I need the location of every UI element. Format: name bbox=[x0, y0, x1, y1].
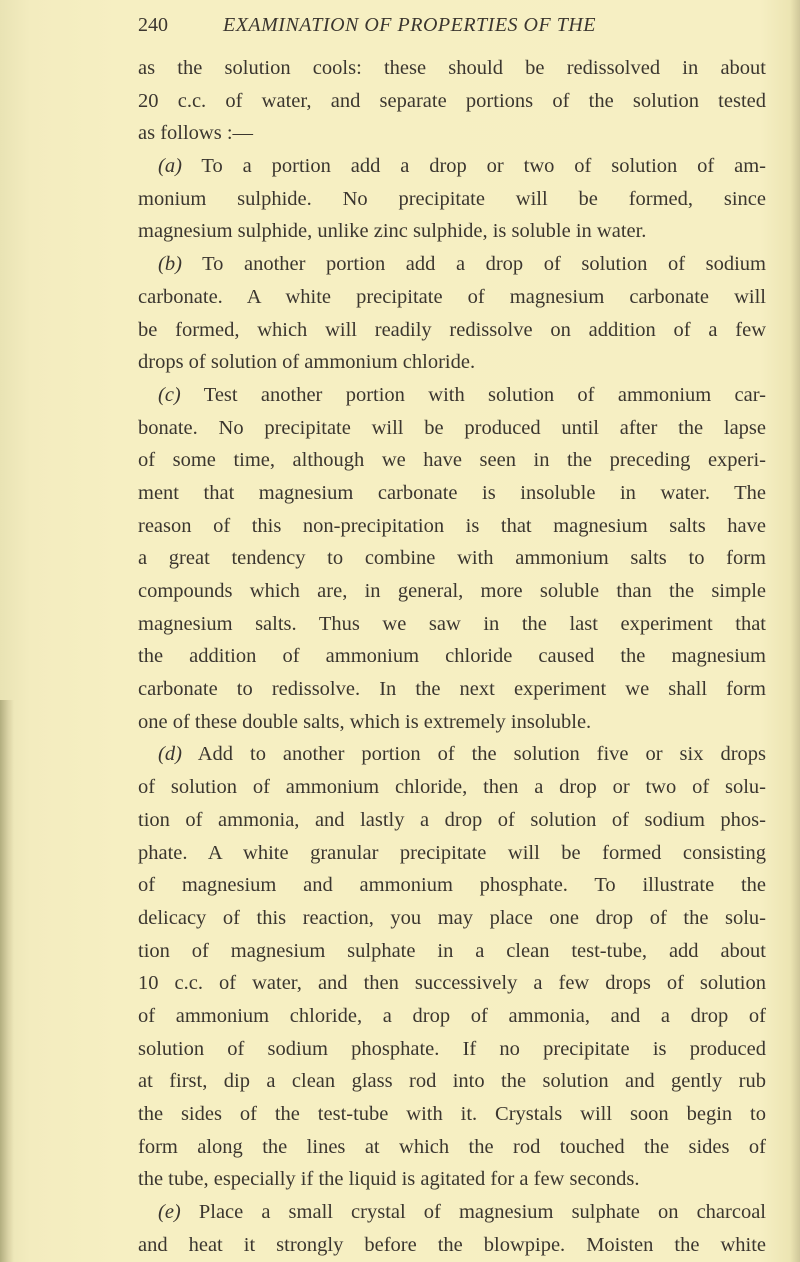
line-text: Add to another portion of the solution five or six drops bbox=[181, 743, 766, 766]
page-number: 240 bbox=[138, 14, 168, 36]
running-title: EXAMINATION OF PROPERTIES OF THE bbox=[223, 14, 596, 36]
item-label: (b) bbox=[158, 253, 182, 276]
line-text: Place a small crystal of magnesium sulphate on charcoal bbox=[180, 1201, 766, 1224]
text-line bbox=[138, 608, 766, 641]
text-line bbox=[138, 738, 766, 771]
line-text: of magnesium and ammonium phosphate. To illustrate the bbox=[138, 874, 766, 897]
text-line bbox=[138, 510, 766, 543]
line-text: of solution of ammonium chloride, then a drop or two of solu- bbox=[138, 776, 766, 799]
line-text: Test another portion with solution of ammonium car- bbox=[180, 383, 766, 406]
line-text: 10 c.c. of water, and then successively a few drops of solution bbox=[138, 972, 766, 995]
line-text: as the solution cools: these should be redissolved in about bbox=[138, 57, 766, 79]
text-line bbox=[138, 575, 766, 608]
text-line bbox=[138, 183, 766, 216]
text-line bbox=[138, 1131, 766, 1164]
line-text: as follows :— bbox=[138, 122, 254, 145]
text-line bbox=[138, 314, 766, 347]
text-line bbox=[138, 1229, 766, 1262]
line-text: To a portion add a drop or two of solution of am- bbox=[181, 155, 766, 178]
text-line bbox=[138, 1098, 766, 1131]
text-line bbox=[138, 804, 766, 837]
item-label: (c) bbox=[158, 383, 181, 406]
line-text: the tube, especially if the liquid is agitated for a few seconds. bbox=[138, 1168, 640, 1191]
text-line bbox=[138, 346, 766, 379]
text-line bbox=[138, 837, 766, 870]
text-line bbox=[138, 150, 766, 183]
text-line bbox=[138, 771, 766, 804]
line-text: To another portion add a drop of solution of sodium bbox=[181, 253, 766, 276]
text-line bbox=[138, 542, 766, 575]
line-text: form along the lines at which the rod touched the sides of bbox=[138, 1135, 766, 1158]
line-text: delicacy of this reaction, you may place one drop of the solu- bbox=[138, 906, 766, 929]
text-line bbox=[138, 869, 766, 902]
line-text: one of these double salts, which is extremely insoluble. bbox=[138, 710, 592, 733]
text-line bbox=[138, 1196, 766, 1229]
text-line bbox=[138, 117, 766, 150]
text-line bbox=[138, 412, 766, 445]
line-text: magnesium salts. Thus we saw in the last experiment that bbox=[138, 612, 766, 635]
text-line bbox=[138, 935, 766, 968]
line-text: tion of ammonia, and lastly a drop of solution of sodium phos- bbox=[138, 808, 766, 831]
line-text: the addition of ammonium chloride caused the magnesium bbox=[138, 645, 766, 668]
line-text: compounds which are, in general, more soluble than the simple bbox=[138, 580, 766, 602]
item-label: (a) bbox=[158, 155, 182, 178]
running-header bbox=[138, 14, 698, 37]
page-binding-shadow bbox=[0, 700, 14, 1262]
text-line bbox=[138, 248, 766, 281]
line-text: and heat it strongly before the blowpipe. Moisten the white bbox=[138, 1233, 766, 1256]
line-text: the sides of the test-tube with it. Crystals will soon begin to bbox=[138, 1103, 766, 1125]
line-text: at first, dip a clean glass rod into the solution and gently rub bbox=[138, 1070, 766, 1093]
text-line bbox=[138, 379, 766, 412]
line-text: bonate. No precipitate will be produced until after the lapse bbox=[138, 416, 766, 439]
line-text: carbonate. A white precipitate of magnesium carbonate will bbox=[138, 285, 766, 308]
line-text: be formed, which will readily redissolve on addition of a few bbox=[138, 318, 766, 341]
text-line bbox=[138, 1065, 766, 1098]
line-text: monium sulphide. No precipitate will be formed, since bbox=[138, 187, 766, 210]
line-text: magnesium sulphide, unlike zinc sulphide, is soluble in water. bbox=[138, 220, 647, 243]
text-line bbox=[138, 477, 766, 510]
text-line bbox=[138, 1163, 766, 1196]
text-line bbox=[138, 967, 766, 1000]
text-line bbox=[138, 52, 766, 85]
item-label: (e) bbox=[158, 1201, 181, 1224]
text-line bbox=[138, 706, 766, 739]
text-line bbox=[138, 640, 766, 673]
line-text: of some time, although we have seen in the preceding experi- bbox=[138, 449, 766, 472]
line-text: of ammonium chloride, a drop of ammonia, and a drop of bbox=[138, 1004, 766, 1027]
line-text: drops of solution of ammonium chloride. bbox=[138, 351, 476, 374]
text-line bbox=[138, 215, 766, 248]
line-text: tion of magnesium sulphate in a clean test-tube, add about bbox=[138, 939, 766, 962]
item-label: (d) bbox=[158, 743, 182, 766]
line-text: ment that magnesium carbonate is insoluble in water. The bbox=[138, 481, 766, 504]
text-line bbox=[138, 1000, 766, 1033]
line-text: solution of sodium phosphate. If no precipitate is produced bbox=[138, 1037, 766, 1060]
text-line bbox=[138, 1033, 766, 1066]
text-line bbox=[138, 281, 766, 314]
line-text: phate. A white granular precipitate will be formed consisting bbox=[138, 841, 766, 864]
line-text: reason of this non-precipitation is that magnesium salts have bbox=[138, 514, 766, 537]
text-line bbox=[138, 673, 766, 706]
line-text: 20 c.c. of water, and separate portions of the solution tested bbox=[138, 89, 766, 112]
line-text: a great tendency to combine with ammonium salts to form bbox=[138, 547, 766, 570]
line-text: carbonate to redissolve. In the next experiment we shall form bbox=[138, 678, 766, 701]
text-line bbox=[138, 85, 766, 118]
text-line bbox=[138, 902, 766, 935]
page-body-text bbox=[138, 52, 766, 1261]
text-line bbox=[138, 444, 766, 477]
